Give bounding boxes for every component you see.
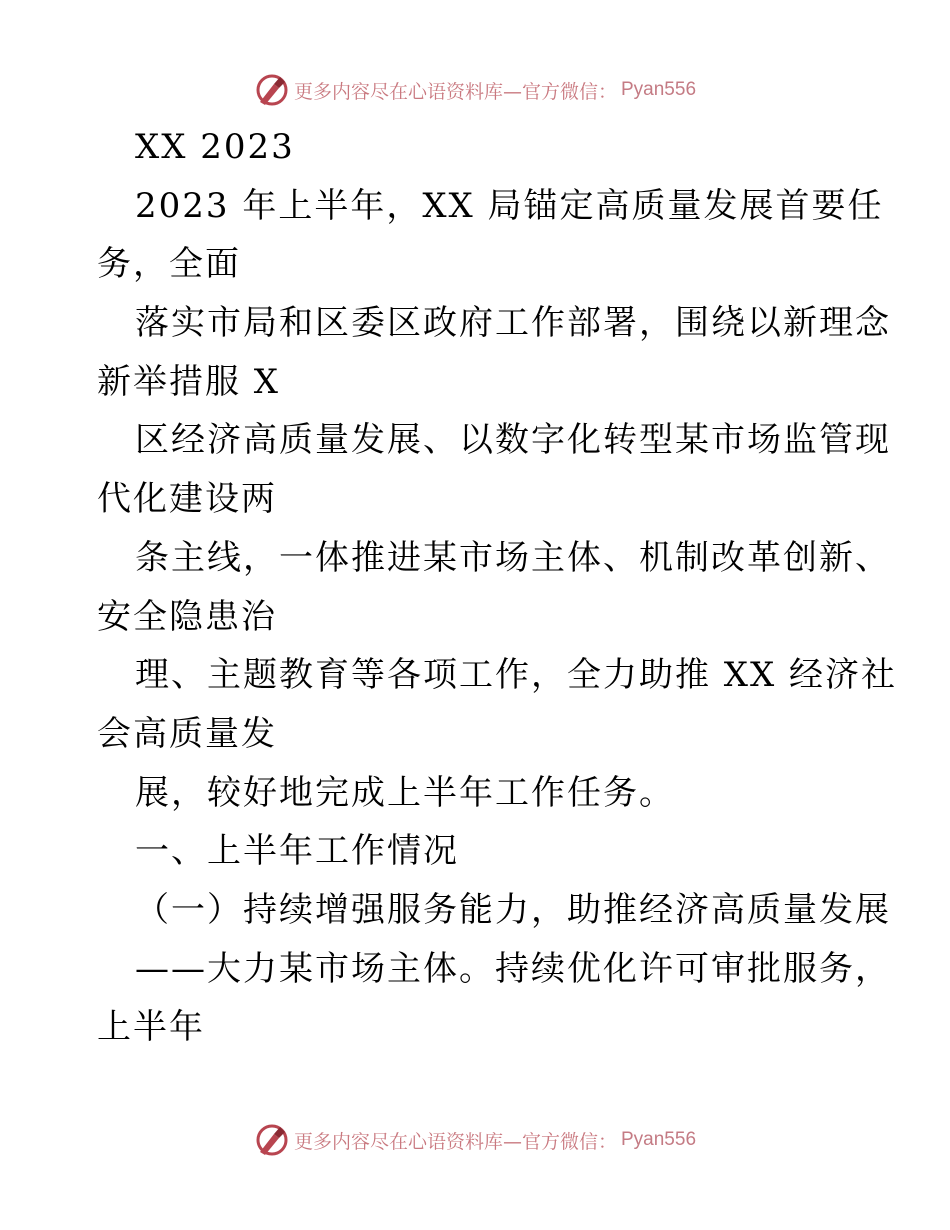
document-line: 会高质量发 bbox=[97, 713, 277, 754]
document-line: 安全隐患治 bbox=[97, 596, 277, 637]
document-line: 2023 年上半年，XX 局锚定高质量发展首要任 bbox=[135, 185, 884, 226]
document-line: 展，较好地完成上半年工作任务。 bbox=[135, 772, 675, 813]
document-line: 新举措服 X bbox=[97, 361, 281, 402]
document-line: 代化建设两 bbox=[97, 479, 277, 520]
document-line: 上半年 bbox=[97, 1007, 205, 1048]
watermark-handle: Pyan556 bbox=[621, 79, 697, 100]
pen-circle-logo-icon bbox=[254, 1122, 290, 1158]
watermark-text: 更多内容尽在心语资料库—官方微信： bbox=[293, 1130, 617, 1153]
document-line: 务，全面 bbox=[97, 244, 241, 285]
pen-circle-logo-icon bbox=[254, 72, 290, 108]
watermark-handle: Pyan556 bbox=[621, 1129, 697, 1150]
document-body bbox=[97, 118, 898, 1057]
header-watermark bbox=[0, 72, 950, 108]
document-line: （一）持续增强服务能力，助推经济高质量发展 bbox=[135, 889, 891, 930]
footer-watermark bbox=[0, 1122, 950, 1158]
document-line: 一、上半年工作情况 bbox=[135, 831, 459, 872]
document-line: 落实市局和区委区政府工作部署，围绕以新理念 bbox=[135, 303, 891, 344]
watermark-text: 更多内容尽在心语资料库—官方微信： bbox=[293, 80, 617, 103]
document-line: XX 2023 bbox=[135, 127, 295, 167]
document-line: 区经济高质量发展、以数字化转型某市场监管现 bbox=[135, 420, 891, 461]
document-line: 理、主题教育等各项工作，全力助推 XX 经济社 bbox=[135, 655, 898, 696]
document-line: 条主线，一体推进某市场主体、机制改革创新、 bbox=[135, 537, 891, 578]
document-line: ——大力某市场主体。持续优化许可审批服务， bbox=[135, 948, 891, 989]
